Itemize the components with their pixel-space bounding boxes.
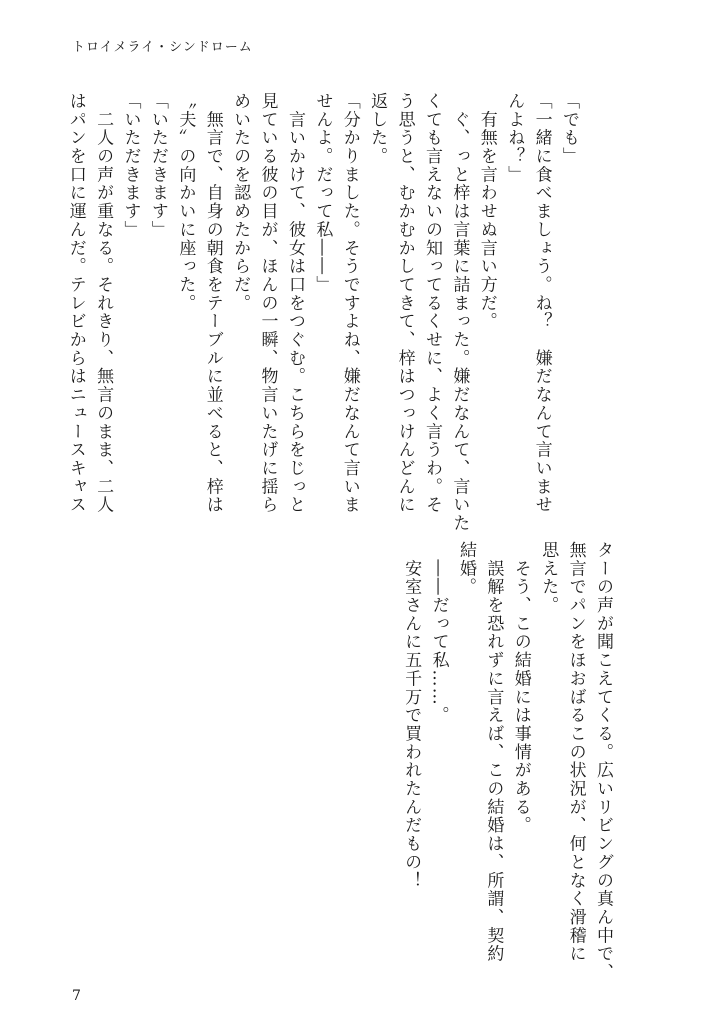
text-line: 二人の声が重なる。それきり、無言のまま、二人: [93, 92, 114, 515]
page-number: 7: [72, 988, 81, 1004]
text-line: ――だって私……。: [428, 541, 449, 725]
text-block-lower: [397, 541, 616, 982]
text-line: ターの声が聞こえてくる。広いリビングの真ん中で、: [593, 541, 613, 982]
text-line: 「分かりました。そうですよね、嫌だなんて言いま: [339, 92, 360, 515]
text-line: 見ている彼の目が、ほんの一瞬、物言いたげに揺ら: [257, 92, 278, 515]
text-line: そう、この結婚には事情がある。: [510, 541, 531, 835]
text-line: 〝夫〟の向かいに座った。: [175, 92, 196, 313]
text-line: 言いかけて、彼女は口をつぐむ。こちらをじっと: [284, 92, 305, 515]
text-line: う思うと、むかむかしてきて、梓はつっけんどんに: [394, 92, 415, 515]
text-line: 誤解を恐れずに言えば、この結婚は、所謂、契約: [483, 541, 504, 964]
text-line: んよね？」: [504, 92, 525, 184]
text-block-upper: [61, 92, 582, 533]
text-line: めいたのを認めたからだ。: [230, 92, 251, 313]
text-line: 「いただきます」: [120, 92, 141, 239]
text-line: 安室さんに五千万で買われたんだもの！: [401, 541, 422, 890]
text-line: 思えた。: [538, 541, 559, 615]
text-line: 無言で、自身の朝食をテーブルに並べると、梓は: [202, 92, 223, 515]
text-line: 「一緒に食べましょう。ね？ 嫌だなんて言いませ: [531, 92, 552, 515]
text-line: 有無を言わせぬ言い方だ。: [476, 92, 497, 331]
running-title: トロイメライ・シンドローム: [72, 40, 253, 55]
text-line: 無言でパンをほおばるこの状況が、何となく滑稽に: [565, 541, 586, 964]
text-line: せんよ。だって私――」: [312, 92, 333, 294]
text-line: ぐ、っと梓は言葉に詰まった。嫌だなんて、言いた: [449, 92, 470, 533]
text-line: 返した。: [367, 92, 388, 166]
text-line: はパンを口に運んだ。テレビからはニュースキャス: [65, 92, 86, 515]
text-line: 「いただきます」: [147, 92, 168, 239]
text-line: くても言えないの知ってるくせに、よく言うわ。そ: [421, 92, 442, 515]
text-line: 「でも」: [559, 92, 579, 166]
text-line: 結婚。: [455, 541, 476, 597]
